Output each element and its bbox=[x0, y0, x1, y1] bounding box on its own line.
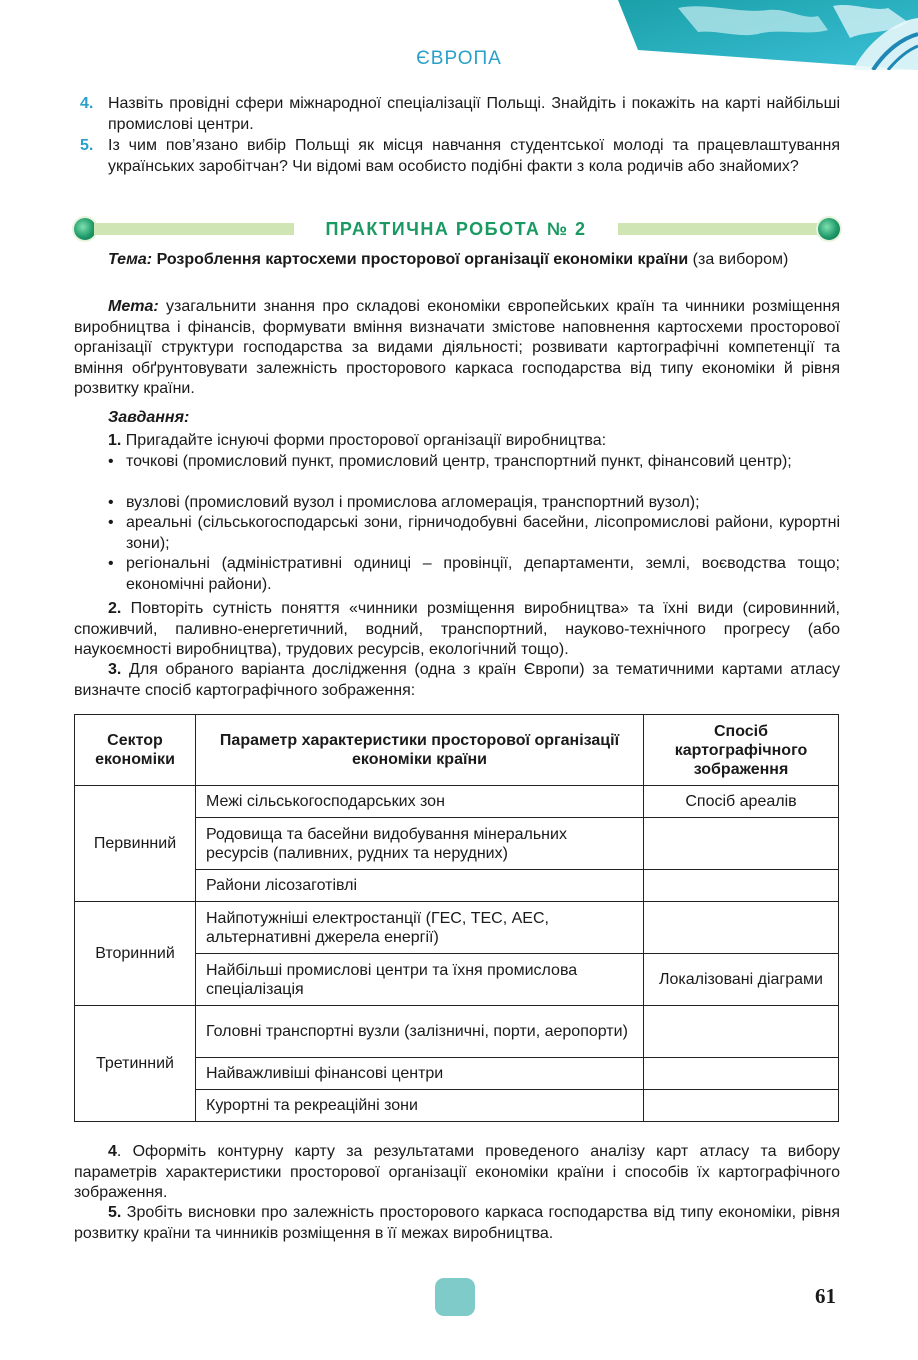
topic-label: Тема: bbox=[108, 251, 153, 268]
banner-bar-left bbox=[94, 223, 294, 235]
page-marker-shape bbox=[435, 1278, 475, 1316]
method-cell: Спосіб ареалів bbox=[644, 786, 839, 818]
bullet-text: вузлові (промисловий вузол і промислова агломерація, транспортний вузол); bbox=[126, 494, 700, 511]
table-row bbox=[75, 902, 839, 954]
bullet-dot-icon: • bbox=[108, 453, 114, 470]
question-text: Із чим пов’язано вибір Польщі як місця навчання студентської молоді та працевлаштування українських заробітчан? Чи відомі вам особисто подібні факти з кола родичів або знайомих? bbox=[108, 137, 840, 175]
method-cell bbox=[644, 1006, 839, 1058]
practical-work-banner bbox=[74, 218, 840, 240]
task-number: 2. bbox=[108, 600, 122, 617]
task-number: 4 bbox=[108, 1143, 117, 1160]
bullet-text: регіональні (адміністративні одиниці – провінції, департаменти, землі, воєводства тощо; економічні райони). bbox=[126, 555, 840, 593]
bullet-dot-icon: • bbox=[108, 494, 114, 511]
topic-title: Розроблення картосхеми просторової організації економіки країни bbox=[152, 251, 689, 268]
task-number: 5. bbox=[108, 1204, 122, 1221]
method-cell: Локалізовані діаграми bbox=[644, 954, 839, 1006]
parameter-cell: Курортні та рекреаційні зони bbox=[196, 1090, 644, 1122]
table-header-row bbox=[75, 715, 839, 786]
task-number: 3. bbox=[108, 661, 122, 678]
bullet-item bbox=[108, 513, 840, 554]
sector-cell: Вторинний bbox=[75, 902, 196, 1006]
topic-note: (за вибором) bbox=[688, 251, 789, 268]
tasks-heading bbox=[74, 408, 840, 429]
task-text: . Оформіть контурну карту за результатами проведеного аналізу карт атласу та вибору параметрів характеристики просторової організації економіки країни і способів їх картографічного зображення. bbox=[74, 1143, 840, 1201]
bullet-dot-icon: • bbox=[108, 514, 114, 531]
task-text: Пригадайте існуючі форми просторової організації виробництва: bbox=[121, 432, 607, 449]
bullet-text: ареальні (сільськогосподарські зони, гірничодобувні басейни, лісопромислові райони, курортні зони); bbox=[126, 514, 840, 552]
question-number: 4. bbox=[80, 95, 94, 112]
question-text: Назвіть провідні сфери міжнародної спеціалізації Польщі. Знайдіть і покажіть на карті найбільші промислові центри. bbox=[108, 95, 840, 133]
task-text: Повторіть сутність поняття «чинники розміщення виробництва» та їхні види (сировинний, споживчий, паливно-енергетичний, водний, транспортний, науково-технічного прогресу (або наукоємності виробництва), трудових ресурсів, екологічний тощо). bbox=[74, 600, 840, 658]
parameter-cell: Найважливіші фінансові центри bbox=[196, 1058, 644, 1090]
method-cell bbox=[644, 1090, 839, 1122]
bullet-text: точкові (промисловий пункт, промисловий центр, транспортний пункт, фінансовий центр); bbox=[126, 453, 792, 470]
task-2 bbox=[74, 599, 840, 661]
task-5 bbox=[74, 1203, 840, 1244]
column-header: Сектор економіки bbox=[75, 715, 196, 786]
column-header: Параметр характеристики просторової організації економіки країни bbox=[196, 715, 644, 786]
parameter-cell: Родовища та басейни видобування мінеральних ресурсів (паливних, рудних та нерудних) bbox=[196, 818, 644, 870]
parameter-cell: Межі сільськогосподарських зон bbox=[196, 786, 644, 818]
column-header: Спосіб картографічного зображення bbox=[644, 715, 839, 786]
topic-paragraph bbox=[74, 250, 840, 271]
page-number: 61 bbox=[815, 1284, 836, 1308]
task-text: Для обраного варіанта дослідження (одна з країн Європи) за тематичними картами атласу визначте спосіб картографічного зображення: bbox=[74, 661, 840, 699]
task-number: 1. bbox=[108, 432, 122, 449]
question-number: 5. bbox=[80, 137, 94, 154]
method-cell bbox=[644, 902, 839, 954]
bullet-item bbox=[108, 493, 840, 514]
goal-paragraph bbox=[74, 297, 840, 400]
table-row bbox=[75, 1006, 839, 1058]
bullet-item bbox=[108, 452, 840, 473]
table-row bbox=[75, 786, 839, 818]
question-5 bbox=[80, 136, 840, 177]
goal-text: узагальнити знання про складові економіки європейських країн та чинники розміщення виробництва і фінансів, формувати вміння визначати змістове наповнення картосхеми просторової організації структури господарства за видами діяльності; розвивати картографічні компетенції та вміння обґрунтовувати залежність просторового каркаса господарства від типу економіки й рівня розвитку країни. bbox=[74, 298, 840, 397]
bullet-item bbox=[108, 554, 840, 595]
method-cell bbox=[644, 818, 839, 870]
task-3 bbox=[74, 660, 840, 701]
green-bullet-icon bbox=[818, 218, 840, 240]
method-cell bbox=[644, 870, 839, 902]
parameter-cell: Найбільші промислові центри та їхня промислова спеціалізація bbox=[196, 954, 644, 1006]
practical-work-title: ПРАКТИЧНА РОБОТА № 2 bbox=[325, 219, 587, 239]
task-text: Зробіть висновки про залежність просторового каркаса господарства від типу економіки, рівня розвитку країни та чинників розміщення в її межах виробництва. bbox=[74, 1204, 840, 1242]
sector-cell: Первинний bbox=[75, 786, 196, 902]
parameter-cell: Головні транспортні вузли (залізничні, порти, аеропорти) bbox=[196, 1006, 644, 1058]
green-bullet-icon bbox=[74, 218, 96, 240]
banner-bar-right bbox=[618, 223, 820, 235]
sector-cell: Третинний bbox=[75, 1006, 196, 1122]
section-title: ЄВРОПА bbox=[416, 48, 502, 69]
tasks-label: Завдання: bbox=[108, 409, 190, 426]
goal-label: Мета: bbox=[108, 298, 159, 315]
parameter-cell: Райони лісозаготівлі bbox=[196, 870, 644, 902]
parameter-cell: Найпотужніші електростанції (ГЕС, ТЕС, АЕС, альтернативні джерела енергії) bbox=[196, 902, 644, 954]
bullet-dot-icon: • bbox=[108, 555, 114, 572]
task-1 bbox=[74, 431, 840, 452]
task-4 bbox=[74, 1142, 840, 1204]
cartographic-methods-table bbox=[74, 714, 839, 1122]
method-cell bbox=[644, 1058, 839, 1090]
question-4 bbox=[80, 94, 840, 135]
